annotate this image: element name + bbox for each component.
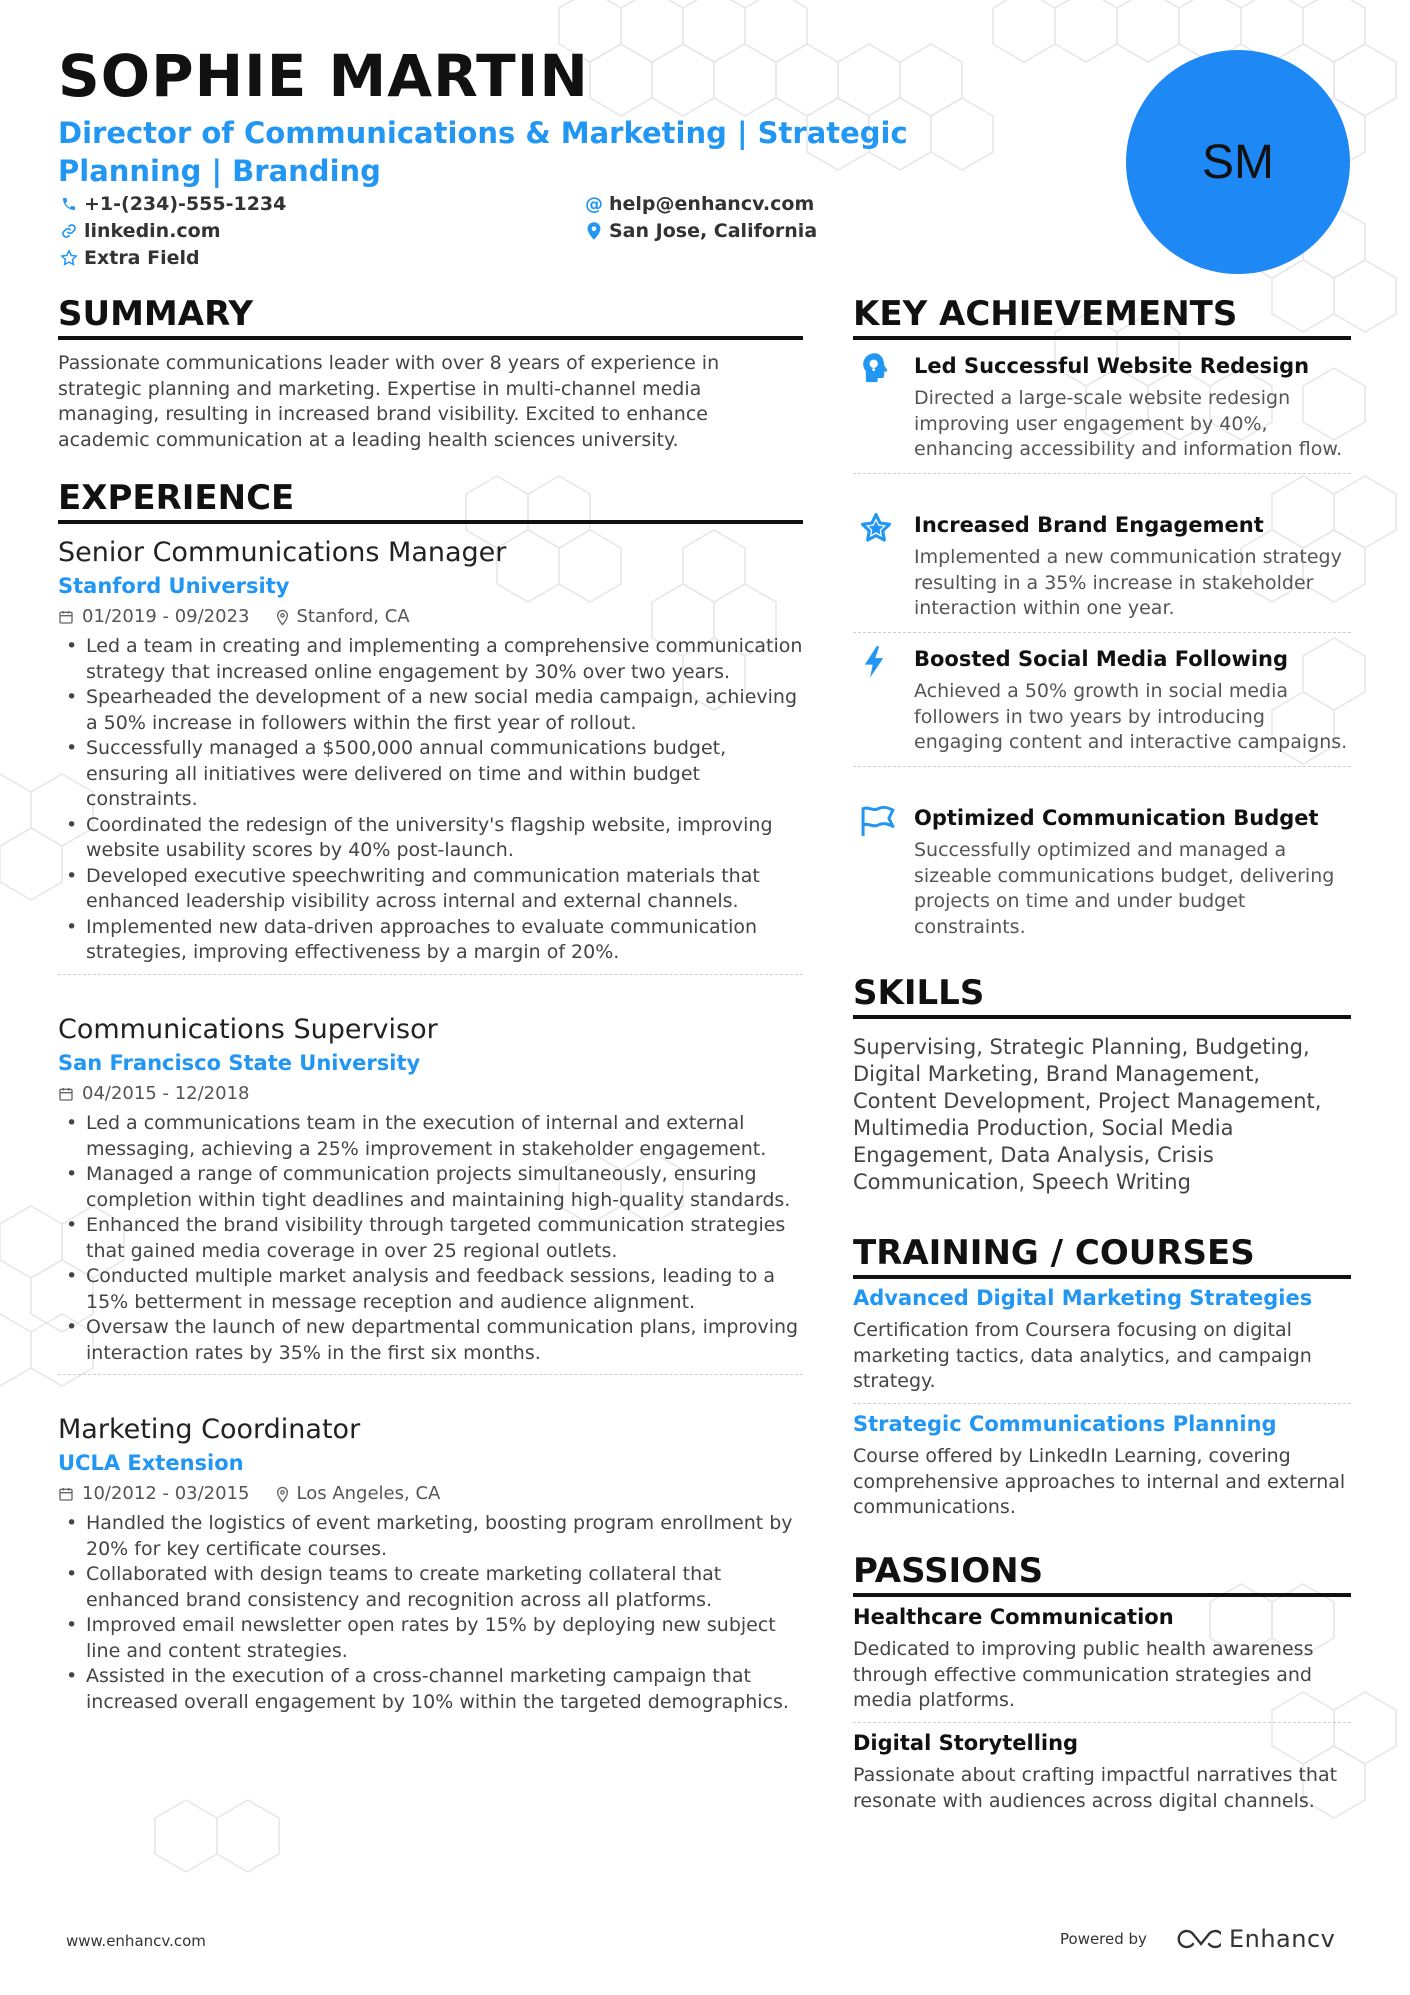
job-dates-text: 01/2019 - 09/2023 bbox=[82, 606, 250, 627]
divider bbox=[853, 632, 1351, 633]
phone-icon bbox=[58, 196, 80, 212]
enhancv-brand-text: Enhancv bbox=[1228, 1925, 1336, 1953]
job-dates bbox=[58, 1083, 250, 1105]
job-location bbox=[276, 1483, 441, 1505]
job-bullet: • Conducted multiple market analysis and feedback sessions, leading to a 15% betterment in message reception and audience alignment. bbox=[58, 1264, 803, 1315]
head-bulb-icon bbox=[859, 352, 893, 386]
email-text: help@enhancv.com bbox=[609, 193, 815, 215]
achievement-desc: Implemented a new communication strategy resulting in a 35% increase in stakeholder interaction within one year. bbox=[914, 546, 1342, 619]
divider bbox=[58, 974, 803, 975]
achievement-title: Optimized Communication Budget bbox=[914, 806, 1319, 830]
achievement-title: Led Successful Website Redesign bbox=[914, 354, 1310, 378]
star-outline-icon bbox=[58, 249, 80, 267]
skills-text: Supervising, Strategic Planning, Budgeting, Digital Marketing, Brand Management, Content Development, Project Management, Multimedia Production, Social Media Engagement, Data Analysis, Crisis Communication, Speech Writing bbox=[853, 1035, 1322, 1194]
lightning-icon bbox=[859, 645, 893, 679]
contact-phone[interactable] bbox=[58, 193, 286, 215]
job-bullet: • Implemented new data-driven approaches to evaluate communication strategies, improving effectiveness by a margin of 20%. bbox=[58, 915, 803, 966]
job-meta bbox=[58, 606, 803, 628]
job-location-text: Los Angeles, CA bbox=[296, 1483, 441, 1504]
location-pin-icon bbox=[276, 609, 289, 626]
summary-title: SUMMARY bbox=[58, 294, 803, 340]
contact-extra bbox=[58, 247, 200, 269]
phone-text: +1-(234)-555-1234 bbox=[84, 193, 287, 215]
course-item bbox=[853, 1410, 1351, 1521]
job-dates bbox=[58, 606, 250, 628]
achievement-desc: Directed a large-scale website redesign improving user engagement by 40%, enhancing accessibility and information flow. bbox=[914, 387, 1343, 460]
extra-field-text: Extra Field bbox=[84, 247, 200, 269]
location-pin-icon bbox=[276, 1486, 289, 1503]
job-bullet: • Successfully managed a $500,000 annual communications budget, ensuring all initiatives were delivered on time and within budget constraints. bbox=[58, 736, 803, 813]
job-title: Marketing Coordinator bbox=[58, 1414, 361, 1445]
calendar-icon bbox=[58, 1086, 74, 1102]
contact-linkedin[interactable] bbox=[58, 220, 221, 242]
achievement-title: Increased Brand Engagement bbox=[914, 513, 1264, 537]
job-bullet: • Developed executive speechwriting and communication materials that enhanced leadership visibility across internal and external channels. bbox=[58, 864, 803, 915]
job-title: Senior Communications Manager bbox=[58, 537, 507, 568]
job-entry bbox=[58, 1013, 803, 1375]
achievement-item bbox=[853, 804, 1351, 940]
enhancv-logo-icon bbox=[1175, 1927, 1221, 1951]
job-dates-text: 10/2012 - 03/2015 bbox=[82, 1483, 250, 1504]
linkedin-text: linkedin.com bbox=[84, 220, 221, 242]
achievement-item bbox=[853, 511, 1351, 633]
job-location-text: Stanford, CA bbox=[296, 606, 410, 627]
job-bullet: • Improved email newsletter open rates by 15% by deploying new subject line and content strategies. bbox=[58, 1613, 803, 1664]
passion-desc: Dedicated to improving public health awareness through effective communication strategies and media platforms. bbox=[853, 1638, 1314, 1711]
link-icon bbox=[58, 223, 80, 239]
avatar: SM bbox=[1126, 50, 1350, 274]
calendar-icon bbox=[58, 609, 74, 625]
location-text: San Jose, California bbox=[609, 220, 818, 242]
course-desc: Course offered by LinkedIn Learning, covering comprehensive approaches to internal and external communications. bbox=[853, 1445, 1346, 1518]
job-meta bbox=[58, 1083, 803, 1105]
job-bullet: • Led a communications team in the execution of internal and external messaging, achieving a 25% improvement in stakeholder engagement. bbox=[58, 1111, 803, 1162]
passion-title: Healthcare Communication bbox=[853, 1605, 1174, 1629]
job-bullet: • Spearheaded the development of a new social media campaign, achieving a 50% increase in followers within the first year of rollout. bbox=[58, 685, 803, 736]
divider bbox=[58, 1374, 803, 1375]
candidate-headline: Director of Communications & Marketing | Strategic Planning | Branding bbox=[58, 116, 908, 188]
at-icon: @ bbox=[585, 193, 603, 215]
course-item bbox=[853, 1284, 1351, 1404]
job-location bbox=[276, 606, 410, 628]
job-bullet: • Managed a range of communication projects simultaneously, ensuring completion within tight deadlines and maintaining high-quality standards. bbox=[58, 1162, 803, 1213]
training-title: TRAINING / COURSES bbox=[853, 1233, 1351, 1279]
job-entry bbox=[58, 1413, 803, 1715]
job-bullets bbox=[58, 1511, 803, 1715]
achievements-title: KEY ACHIEVEMENTS bbox=[853, 294, 1351, 340]
powered-by-text: Powered by bbox=[1060, 1930, 1147, 1948]
job-meta bbox=[58, 1483, 803, 1505]
achievement-desc: Successfully optimized and managed a sizeable communications budget, delivering projects on time and under budget constraints. bbox=[914, 839, 1335, 938]
achievement-title: Boosted Social Media Following bbox=[914, 647, 1289, 671]
job-company: San Francisco State University bbox=[58, 1051, 421, 1075]
job-bullets bbox=[58, 634, 803, 966]
divider bbox=[853, 766, 1351, 767]
divider bbox=[853, 1722, 1351, 1723]
location-pin-icon bbox=[583, 222, 605, 240]
star-icon bbox=[859, 511, 893, 545]
job-bullet: • Handled the logistics of event marketing, boosting program enrollment by 20% for key certificate courses. bbox=[58, 1511, 803, 1562]
passion-desc: Passionate about crafting impactful narratives that resonate with audiences across digital channels. bbox=[853, 1764, 1338, 1812]
job-dates bbox=[58, 1483, 250, 1505]
job-bullet: • Oversaw the launch of new departmental communication plans, improving interaction rates by 35% in the first six months. bbox=[58, 1315, 803, 1366]
job-entry bbox=[58, 536, 803, 975]
course-title: Advanced Digital Marketing Strategies bbox=[853, 1286, 1313, 1310]
experience-title: EXPERIENCE bbox=[58, 478, 803, 524]
job-bullet: • Coordinated the redesign of the university's flagship website, improving website usability scores by 40% post-launch. bbox=[58, 813, 803, 864]
footer-branding[interactable] bbox=[1060, 1925, 1335, 1953]
achievement-desc: Achieved a 50% growth in social media followers in two years by introducing engaging content and interactive campaigns. bbox=[914, 680, 1348, 753]
divider bbox=[853, 473, 1351, 474]
job-bullet: • Assisted in the execution of a cross-channel marketing campaign that increased overall engagement by 10% within the targeted demographics. bbox=[58, 1664, 803, 1715]
job-bullet: • Enhanced the brand visibility through targeted communication strategies that gained media coverage in over 25 regional outlets. bbox=[58, 1213, 803, 1264]
skills-title: SKILLS bbox=[853, 973, 1351, 1019]
achievement-item bbox=[853, 352, 1351, 474]
job-company: Stanford University bbox=[58, 574, 290, 598]
job-bullet: • Led a team in creating and implementing a comprehensive communication strategy that increased online engagement by 30% over two years. bbox=[58, 634, 803, 685]
candidate-name: SOPHIE MARTIN bbox=[58, 42, 589, 110]
passion-title: Digital Storytelling bbox=[853, 1731, 1079, 1755]
job-bullet: • Collaborated with design teams to create marketing collateral that enhanced brand consistency and recognition across all platforms. bbox=[58, 1562, 803, 1613]
job-company: UCLA Extension bbox=[58, 1451, 244, 1475]
contact-email[interactable] bbox=[583, 193, 814, 215]
passions-title: PASSIONS bbox=[853, 1551, 1351, 1597]
divider bbox=[853, 1403, 1351, 1404]
passion-item bbox=[853, 1603, 1351, 1723]
passion-item bbox=[853, 1729, 1351, 1814]
job-dates-text: 04/2015 - 12/2018 bbox=[82, 1083, 250, 1104]
job-bullets bbox=[58, 1111, 803, 1366]
achievement-item bbox=[853, 645, 1351, 767]
job-title: Communications Supervisor bbox=[58, 1014, 438, 1045]
course-title: Strategic Communications Planning bbox=[853, 1412, 1277, 1436]
contact-location bbox=[583, 220, 817, 242]
summary-text: Passionate communications leader with over 8 years of experience in strategic planning and marketing. Expertise in multi-channel media managing, resulting in increased brand visibility. Excited to enhance academic communication at a leading health sciences university. bbox=[58, 352, 720, 451]
calendar-icon bbox=[58, 1486, 74, 1502]
footer-website[interactable]: www.enhancv.com bbox=[66, 1932, 206, 1950]
flag-icon bbox=[859, 804, 893, 838]
course-desc: Certification from Coursera focusing on digital marketing tactics, data analytics, and campaign strategy. bbox=[853, 1319, 1312, 1392]
